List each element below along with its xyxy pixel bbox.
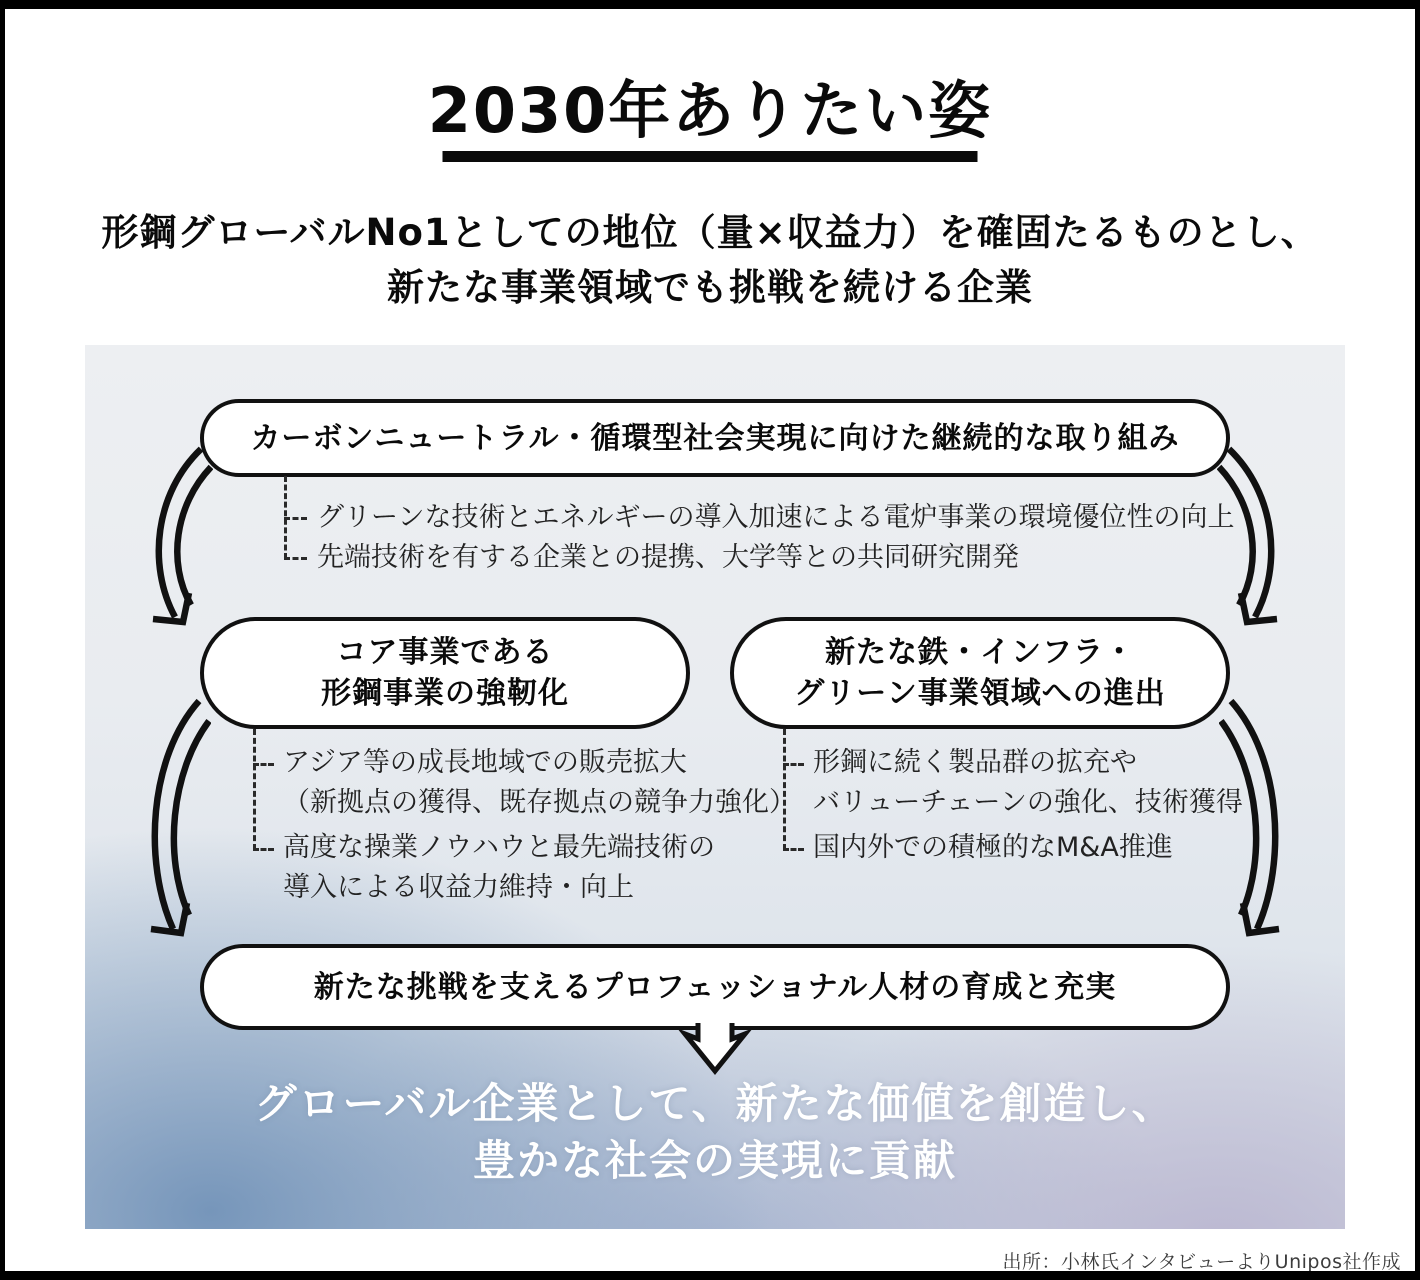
node-label: [794, 632, 1165, 714]
bullet-item: [813, 743, 1243, 823]
dashed-connector: [284, 517, 307, 520]
bullet-line2: （新拠点の獲得、既存拠点の競争力強化）: [283, 787, 796, 818]
page-title: 2030年ありたい姿: [427, 74, 993, 147]
bullet-line2: バリューチェーンの強化、技術獲得: [813, 787, 1243, 818]
node-label-line1: 新たな鉄・インフラ・: [825, 635, 1135, 670]
curved-arrow-down-icon: [141, 445, 213, 635]
title-underline: [443, 151, 978, 162]
node-carbon-neutral: [200, 399, 1230, 477]
node-core-business: [200, 617, 690, 729]
node-label: [321, 632, 569, 714]
goal-line2: 豊かな社会の実現に貢献: [472, 1136, 957, 1185]
node-new-business: [730, 617, 1230, 729]
goal-statement: [85, 1075, 1345, 1189]
bullet-item: [813, 828, 1173, 868]
bullet-line1: 形鋼に続く製品群の拡充や: [813, 747, 1137, 778]
dashed-connector: [253, 729, 256, 850]
node-label-line2: グリーン事業領域への進出: [794, 676, 1166, 711]
node-label-line2: 形鋼事業の強靭化: [321, 676, 569, 711]
node-label-line1: コア事業である: [336, 635, 554, 670]
dashed-connector: [783, 848, 804, 851]
dashed-connector: [253, 848, 274, 851]
block-arrow-down-icon: [675, 1023, 755, 1075]
node-talent: [200, 944, 1230, 1030]
curved-arrow-down-icon: [139, 697, 211, 947]
bullet-line1: 国内外での積極的なM&A推進: [813, 832, 1173, 863]
subtitle-line-1: 形鋼グローバルNo1としての地位（量×収益力）を確固たるものとし、: [101, 211, 1319, 254]
dashed-connector: [284, 557, 307, 560]
node-label: 新たな挑戦を支えるプロフェッショナル人材の育成と充実: [313, 969, 1117, 1005]
diagram-panel: [85, 345, 1345, 1229]
bullet-item: グリーンな技術とエネルギーの導入加速による電炉事業の環境優位性の向上: [317, 502, 1235, 533]
bullet-line1: アジア等の成長地域での販売拡大: [283, 747, 687, 778]
dashed-connector: [783, 729, 786, 850]
bullet-line1: 高度な操業ノウハウと最先端技術の: [283, 832, 715, 863]
goal-line1: グローバル企業として、新たな価値を創造し、: [254, 1079, 1176, 1128]
subtitle-line-2: 新たな事業領域でも挑戦を続ける企業: [387, 266, 1033, 309]
subtitle: [5, 205, 1415, 315]
bullet-item: [283, 743, 796, 823]
bullet-item: [283, 828, 715, 908]
node-label: カーボンニュートラル・循環型社会実現に向けた継続的な取り組み: [250, 420, 1180, 456]
bullet-line2: 導入による収益力維持・向上: [283, 872, 634, 903]
curved-arrow-down-icon: [1217, 445, 1289, 635]
dashed-connector: [783, 763, 804, 766]
bullet-item: 先端技術を有する企業との提携、大学等との共同研究開発: [317, 542, 1019, 573]
source-note: 出所：小林氏インタビューよりUnipos社作成: [1002, 1251, 1401, 1273]
dashed-connector: [253, 763, 274, 766]
